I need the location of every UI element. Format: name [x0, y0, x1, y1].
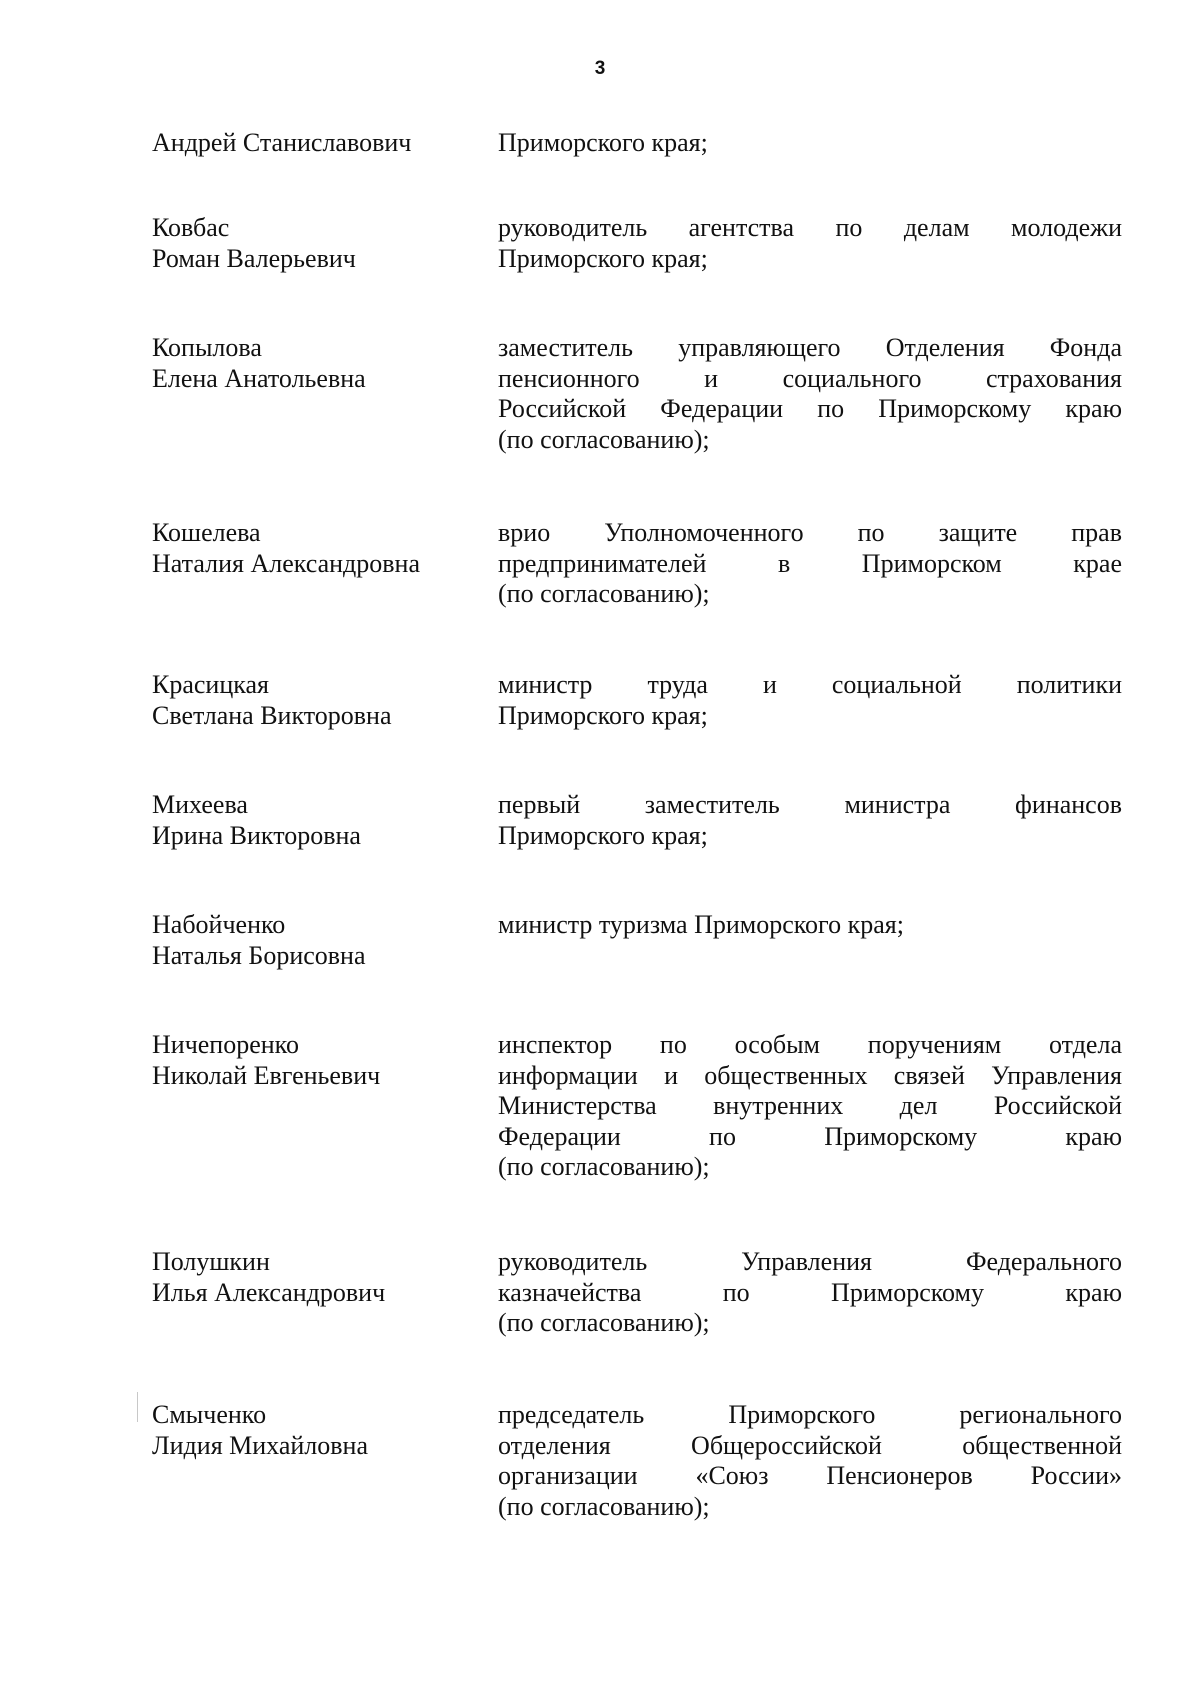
member-position-line: Приморского края; [498, 700, 708, 730]
member-position [498, 790, 1122, 851]
member-position-line: Приморского края; [498, 243, 708, 273]
member-position-line: предпринимателей в Приморском крае [498, 548, 1122, 578]
member-position-line: врио Уполномоченного по защите прав [498, 518, 1122, 547]
member-position-line: министр труда и социальной политики [498, 670, 1122, 699]
member-position-line: пенсионного и социального страхования [498, 363, 1122, 393]
member-position-line: (по согласованию); [498, 424, 710, 454]
member-position [498, 213, 1122, 274]
member-position-line: руководитель агентства по делам молодежи [498, 213, 1122, 242]
member-position-line: (по согласованию); [498, 1308, 710, 1337]
member-position-line: отделения Общероссийской общественной [498, 1430, 1122, 1460]
member-surname: Копылова [152, 333, 262, 362]
member-position [498, 670, 1122, 731]
member-position [498, 333, 1122, 455]
member-name [152, 1247, 482, 1308]
member-given-names: Лидия Михайловна [152, 1430, 368, 1460]
member-given-names: Наталия Александровна [152, 548, 420, 578]
member-surname: Ничепоренко [152, 1030, 299, 1059]
member-surname: Смыченко [152, 1400, 267, 1429]
member-name [152, 518, 482, 579]
member-surname: Ковбас [152, 213, 230, 242]
member-name [152, 1030, 482, 1091]
member-given-names: Елена Анатольевна [152, 363, 366, 393]
member-position-line: (по согласованию); [498, 1152, 710, 1181]
member-position-line: Приморского края; [498, 128, 708, 157]
member-position-line: (по согласованию); [498, 579, 710, 608]
member-surname: Красицкая [152, 670, 269, 699]
member-position-line: инспектор по особым поручениям отдела [498, 1030, 1122, 1059]
member-name [152, 1400, 482, 1461]
member-position-line: Министерства внутренних дел Российской [498, 1091, 1122, 1120]
member-given-names: Николай Евгеньевич [152, 1060, 381, 1090]
member-position-line: Российской Федерации по Приморскому краю [498, 394, 1122, 423]
member-position-line: министр туризма Приморского края; [498, 910, 904, 939]
member-position-line: руководитель Управления Федерального [498, 1247, 1122, 1276]
member-position [498, 1247, 1122, 1339]
member-position-line: организации «Союз Пенсионеров России» [498, 1461, 1122, 1490]
member-position [498, 1400, 1122, 1522]
member-position-line: заместитель управляющего Отделения Фонда [498, 333, 1122, 362]
member-position-line: казначейства по Приморскому краю [498, 1277, 1122, 1307]
member-name [152, 333, 482, 394]
member-name [152, 910, 482, 971]
member-position [498, 910, 1122, 941]
member-surname: Полушкин [152, 1247, 270, 1276]
member-surname: Михеева [152, 790, 248, 819]
member-position-line: (по согласованию); [498, 1491, 710, 1521]
member-position [498, 518, 1122, 610]
member-name [152, 128, 482, 159]
member-position-line: председатель Приморского регионального [498, 1400, 1122, 1429]
member-given-names: Светлана Викторовна [152, 700, 392, 730]
member-given-names: Роман Валерьевич [152, 243, 356, 273]
member-position-line: Приморского края; [498, 820, 708, 850]
member-position-line: информации и общественных связей Управления [498, 1060, 1122, 1090]
member-name-line: Андрей Станиславович [152, 128, 412, 157]
member-position-line: первый заместитель министра финансов [498, 790, 1122, 819]
scan-mark [137, 1392, 138, 1422]
member-position [498, 1030, 1122, 1183]
member-surname: Кошелева [152, 518, 261, 547]
member-name [152, 213, 482, 274]
member-surname: Набойченко [152, 910, 286, 939]
member-position [498, 128, 1122, 159]
member-given-names: Илья Александрович [152, 1277, 386, 1307]
member-given-names: Ирина Викторовна [152, 820, 361, 850]
member-given-names: Наталья Борисовна [152, 940, 366, 970]
member-position-line: Федерации по Приморскому краю [498, 1121, 1122, 1151]
member-name [152, 670, 482, 731]
member-name [152, 790, 482, 851]
page-number: 3 [594, 58, 606, 79]
